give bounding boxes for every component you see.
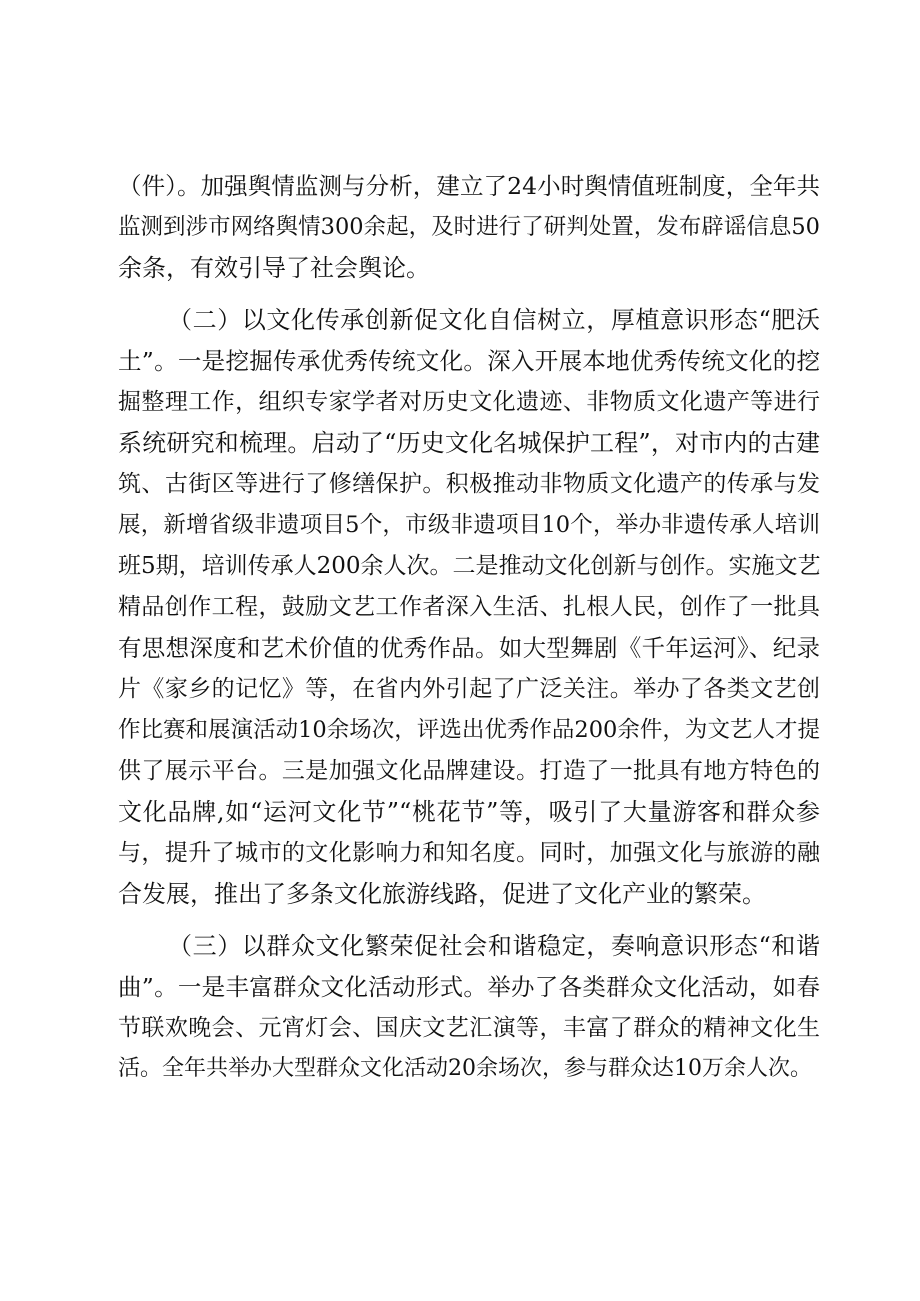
body-text-line: 班5期，培训传承人200余人次。二是推动文化创新与创作。实施文艺 (118, 553, 821, 579)
body-text-line: 与，提升了城市的文化影响力和知名度。同时，加强文化与旅游的融 (118, 840, 820, 866)
body-text-line: 监测到涉市网络舆情300余起，及时进行了研判处置，发布辟谣信息50 (118, 214, 820, 240)
body-text-line: 文化品牌,如“运河文化节”“桃花节”等，吸引了大量游客和群众参 (118, 798, 820, 826)
body-text-line: 系统研究和梳理。启动了“历史文化名城保护工程”，对市内的古建 (118, 429, 820, 457)
section-heading-line: （二）以文化传承创新促文化自信树立，厚植意识形态“肥沃 (168, 306, 820, 334)
body-text-line: 筑、古街区等进行了修缮保护。积极推动非物质文化遗产的传承与发 (118, 471, 820, 497)
body-text-line: 余条，有效引导了社会舆论。 (118, 254, 430, 282)
body-text-line: 作比赛和展演活动10余场次，评选出优秀作品200余件，为文艺人才提 (118, 717, 820, 743)
body-text-line: 有思想深度和艺术价值的优秀作品。如大型舞剧《千年运河》、纪录 (118, 634, 820, 662)
body-text-line: 土”。一是挖掘传承优秀传统文化。深入开展本地优秀传统文化的挖 (118, 347, 820, 375)
body-text-line: 合发展，推出了多条文化旅游线路，促进了文化产业的繁荣。 (118, 880, 766, 908)
body-text-line: 精品创作工程，鼓励文艺工作者深入生活、扎根人民，创作了一批具 (118, 594, 820, 620)
section-heading-line: （三）以群众文化繁荣促社会和谐稳定，奏响意识形态“和谐 (168, 932, 820, 960)
body-text-line: 片《家乡的记忆》等，在省内外引起了广泛关注。举办了各类文艺创 (118, 676, 820, 702)
body-text-line: 活。全年共举办大型群众文化活动20余场次，参与群众达10万余人次。 (118, 1056, 812, 1081)
body-text-line: 展，新增省级非遗项目5个，市级非遗项目10个，举办非遗传承人培训 (118, 512, 820, 538)
body-text-line: 节联欢晚会、元宵灯会、国庆文艺汇演等，丰富了群众的精神文化生 (118, 1015, 820, 1041)
body-text-line: 掘整理工作，组织专家学者对历史文化遗迹、非物质文化遗产等进行 (118, 389, 820, 415)
body-text-line: 曲”。一是丰富群众文化活动形式。举办了各类群众文化活动，如春 (118, 973, 820, 1001)
body-text-line: 供了展示平台。三是加强文化品牌建设。打造了一批具有地方特色的 (118, 758, 820, 784)
body-text-line: （件）。加强舆情监测与分析，建立了24小时舆情值班制度，全年共 (118, 172, 820, 200)
